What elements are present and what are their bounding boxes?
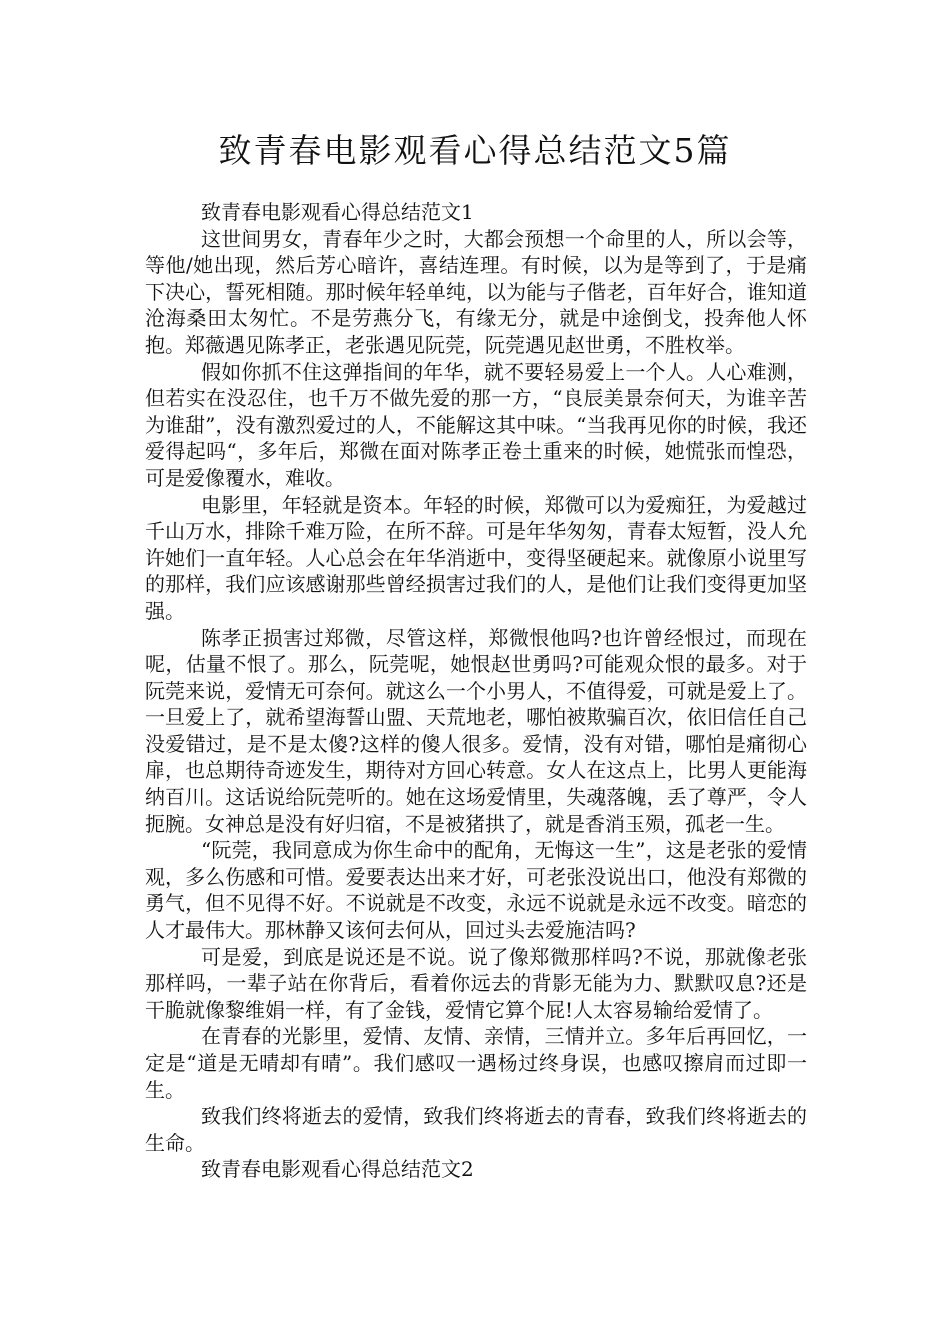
section-heading-1: 致青春电影观看心得总结范文1 — [201, 200, 474, 224]
paragraph: 致我们终将逝去的爱情，致我们终将逝去的青春，致我们终将逝去的生命。 — [145, 1104, 807, 1155]
document-body — [145, 199, 807, 1183]
section-heading-2: 致青春电影观看心得总结范文2 — [201, 1157, 474, 1182]
paragraph: 这世间男女，青春年少之时，大都会预想一个命里的人，所以会等，等他/她出现，然后芳心暗许，喜结连理。有时候，以为是等到了，于是痛下决心，誓死相随。那时候年轻单纯，以为能与子偕老，百年好合，谁知道沧海桑田太匆忙。不是劳燕分飞，有缘无分，就是中途倒戈，投奔他人怀抱。郑薇遇见陈孝正，老张遇见阮莞，阮莞遇见赵世勇，不胜枚举。 — [145, 226, 807, 357]
paragraph: 假如你抓不住这弹指间的年华，就不要轻易爱上一个人。人心难测，但若实在没忍住，也千万不做先爱的那一方，“良辰美景奈何天，为谁辛苦为谁甜”，没有激烈爱过的人，不能解这其中味。“当我再见你的时候，我还爱得起吗“，多年后，郑微在面对陈孝正卷土重来的时候，她慌张而惶恐，可是爱像覆水，难收。 — [145, 359, 807, 490]
paragraph: 电影里，年轻就是资本。年轻的时候，郑微可以为爱痴狂，为爱越过千山万水，排除千难万险，在所不辞。可是年华匆匆，青春太短暂，没人允许她们一直年轻。人心总会在年华消逝中，变得坚硬起来。就像原小说里写的那样，我们应该感谢那些曾经损害过我们的人，是他们让我们变得更加坚强。 — [145, 492, 807, 623]
paragraph: 可是爱，到底是说还是不说。说了像郑微那样吗?不说，那就像老张那样吗，一辈子站在你背后，看着你远去的背影无能为力、默默叹息?还是干脆就像黎维娟一样，有了金钱，爱情它算个屁!人太容易输给爱情了。 — [145, 944, 807, 1022]
paragraph: 在青春的光影里，爱情、友情、亲情，三情并立。多年后再回忆，一定是“道是无晴却有晴”。我们感叹一遇杨过终身误，也感叹擦肩而过即一生。 — [145, 1024, 807, 1102]
document-title: 致青春电影观看心得总结范文5篇 — [218, 131, 732, 170]
paragraph: 陈孝正损害过郑微，尽管这样，郑微恨他吗?也许曾经恨过，而现在呢，估量不恨了。那么，阮莞呢，她恨赵世勇吗?可能观众恨的最多。对于阮莞来说，爱情无可奈何。就这么一个小男人，不值得爱，可就是爱上了。一旦爱上了，就希望海誓山盟、天荒地老，哪怕被欺骗百次，依旧信任自己没爱错过，是不是太傻?这样的傻人很多。爱情，没有对错，哪怕是痛彻心扉，也总期待奇迹发生，期待对方回心转意。女人在这点上，比男人更能海纳百川。这话说给阮莞听的。她在这场爱情里，失魂落魄，丢了尊严，令人扼腕。女神总是没有好归宿，不是被猪拱了，就是香消玉殒，孤老一生。 — [145, 625, 807, 836]
paragraph: “阮莞，我同意成为你生命中的配角，无悔这一生”，这是老张的爱情观，多么伤感和可惜。爱要表达出来才好，可老张没说出口，他没有郑微的勇气，但不见得不好。不说就是不改变，永远不说就是永远不改变。暗恋的人才最伟大。那林静又该何去何从，回过头去爱施洁吗? — [145, 838, 807, 943]
